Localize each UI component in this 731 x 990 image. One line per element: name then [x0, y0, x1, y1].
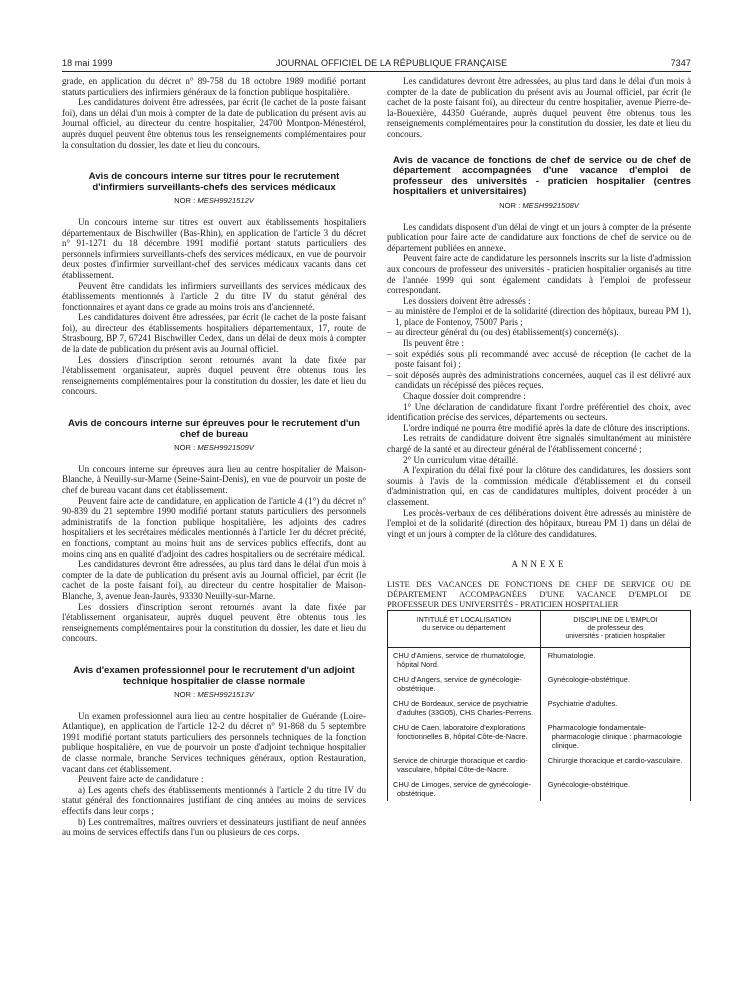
table-header-row — [388, 610, 691, 647]
notice-paragraph: Les candidatures devront être adressées, au plus tard dans le délai d'un mois à compter de la date de publication du présent avis au Journal officiel, par écrit (le cachet de la poste faisant foi), au directeur du centre hospitalier de Maison-Blanche, 3, avenue Jean-Jaurès, 93330 Neuilly-sur-Marne. — [62, 559, 366, 601]
column-header-discipline: DISCIPLINE DE L'EMPLOI de professeur des universités - praticien hospitalier — [540, 610, 690, 647]
notice-paragraph: Les dossiers d'inscription seront retournés avant la date fixée par l'établissement organisateur, auprès duquel peuvent être obtenus tous les renseignements complémentaires pour la constitution du dossier, les date et lieu du concours. — [62, 601, 366, 644]
dash-item: – au ministère de l'emploi et de la solidarité (direction des hôpitaux, bureau PM 1), 1, place de Fontenoy, 75007 Paris ; — [387, 306, 691, 327]
notice-title: Avis de vacance de fonctions de chef de service ou de chef de département accompagnées d'une vacance d'emploi de professeur des universités - praticien hospitalier (centres hospitaliers et universitaires) — [393, 154, 691, 198]
intro-paragraph: Les candidatures doivent être adressées, par écrit (le cachet de la poste faisant foi), dans un délai d'un mois à compter de la date de publication du présent avis au Journal officiel, au directeur du centre hospitalier, 24700 Montpon-Ménestérol, auprès duquel peuvent être obtenus tous les renseignements complémentaires pour la consultation du dossier, les date et lieu du concours. — [62, 97, 366, 150]
intro-paragraph: grade, en application du décret n° 89-758 du 18 octobre 1989 modifié portant statuts particuliers des infirmiers généraux de la fonction publique hospitalière. — [62, 76, 366, 97]
discipline-cell: Gynécologie-obstétrique. — [540, 672, 690, 696]
nor-label: NOR : — [174, 196, 196, 206]
notice-paragraph: Un concours interne sur épreuves aura lieu au centre hospitalier de Maison-Blanche, à Neuilly-sur-Marne (Seine-Saint-Denis), en vue de pourvoir un poste de chef de bureau vacant dans cet établissement. — [62, 463, 366, 495]
right-column — [387, 76, 691, 990]
notice-paragraph: Peuvent être candidats les infirmiers surveillants des services médicaux des établissements mentionnés à l'article 2 du titre IV du statut général des fonctionnaires et ayant dans ce grade au moins trois ans d'ancienneté. — [62, 280, 366, 312]
nor-label: NOR : — [174, 443, 196, 453]
page-number: 7347 — [670, 58, 691, 68]
discipline-cell: Psychiatrie d'adultes. — [540, 696, 690, 720]
annexe-subtitle: LISTE DES VACANCES DE FONCTIONS DE CHEF DE SERVICE OU DE DÉPARTEMENT ACCOMPAGNÉES D'UNE VACANCE D'EMPLOI DE PROFESSEUR DES UNIVERSITÉS - PRATICIEN HOSPITALIER — [387, 579, 691, 609]
nor-code: MESH9921513V — [197, 690, 254, 700]
notice-paragraph: b) Les contremaîtres, maîtres ouvriers et dessinateurs justifiant de neuf années au moins de services effectifs dans l'un ou plusieurs de ces corps. — [62, 816, 366, 838]
nor-reference — [62, 690, 366, 701]
header-rule — [62, 71, 691, 72]
notice-paragraph: Les retraits de candidature doivent être signalés simultanément au ministère chargé de la santé et au directeur général de l'établissement concerné ; — [387, 433, 691, 454]
notice-paragraph: a) Les agents chefs des établissements mentionnés à l'article 2 du titre IV du statut général des fonctionnaires justifiant de cinq années au moins de services effectifs dans leur corps ; — [62, 784, 366, 817]
table-row — [388, 647, 691, 672]
notice-paragraph: Un examen professionnel aura lieu au centre hospitalier de Guérande (Loire-Atlantique), en application de l'article 12-2 du décret n° 91-868 du 5 septembre 1991 modifié portant statuts particuliers des personnels techniques de la fonction publique hospitalière, en vue de pourvoir un poste d'adjoint technique hospitalier de classe normale, branche Services techniques généraux, option Restauration, vacant dans cet établissement. — [62, 710, 366, 774]
table-row — [388, 777, 691, 801]
vacancies-table — [387, 610, 691, 801]
notice-paragraph: Peuvent faire acte de candidature, en application de l'article 4 (1°) du décret n° 90-839 du 21 septembre 1990 modifié portant statuts particuliers des personnels administratifs de la fonction publique hospitalière, les adjoints des cadres hospitaliers et les secrétaires médicales mentionnés à l'article 1er du décret précité, en fonctions, comptant au moins huit ans de services publics effectifs, dont au moins cinq ans en qualité d'adjoint des cadres hospitaliers ou de secrétaire médical. — [62, 495, 366, 559]
notice-paragraph: Les candidats disposent d'un délai de vingt et un jours à compter de la présente publication pour faire acte de candidature aux fonctions de chef de service ou de département publiées en annexe. — [387, 221, 691, 253]
notice-paragraph: Ils peuvent être : — [403, 338, 464, 349]
journal-title: JOURNAL OFFICIEL DE LA RÉPUBLIQUE FRANÇAISE — [276, 58, 508, 68]
discipline-cell: Rhumatologie. — [540, 647, 690, 672]
notice-paragraph: Peuvent faire acte de candidature les personnels inscrits sur la liste d'admission aux concours de professeur des universités - praticien hospitalier organisés au titre de l'année 1999 qui sont également candidats à l'emploi de professeur correspondant. — [387, 253, 691, 296]
running-header — [62, 58, 691, 68]
notice-paragraph: Chaque dossier doit comprendre : — [403, 391, 526, 402]
service-cell: CHU de Caen, laboratoire d'explorations fonctionnelles B, hôpital Côte-de-Nacre. — [388, 720, 541, 753]
discipline-cell: Chirurgie thoracique et cardio-vasculaire. — [540, 753, 690, 777]
nor-reference — [62, 443, 366, 454]
discipline-cell: Pharmacologie fondamentale-pharmacologie clinique : pharmacologie clinique. — [540, 720, 690, 753]
table-row — [388, 720, 691, 753]
left-column — [62, 76, 366, 990]
nor-label: NOR : — [499, 200, 521, 210]
table-row — [388, 696, 691, 720]
discipline-cell: Gynécologie-obstétrique. — [540, 777, 690, 801]
nor-reference — [387, 201, 691, 212]
notice-title: Avis d'examen professionnel pour le recrutement d'un adjoint technique hospitalier de classe normale — [73, 664, 355, 687]
service-cell: CHU d'Angers, service de gynécologie-obstétrique. — [388, 672, 541, 696]
dash-item: – soit déposés auprès des administrations concernées, auquel cas il est délivré aux candidats un récépissé des pièces reçues. — [387, 369, 691, 391]
nor-code: MESH9921509V — [197, 443, 254, 453]
notice-paragraph: Peuvent faire acte de candidature : — [78, 774, 204, 785]
issue-date: 18 mai 1999 — [62, 58, 113, 68]
dash-item: – au directeur général du (ou des) établissement(s) concerné(s). — [387, 327, 619, 338]
table-row — [388, 753, 691, 777]
nor-code: MESH9921508V — [522, 200, 579, 210]
nor-reference — [62, 196, 366, 207]
notice-title: Avis de concours interne sur épreuves pour le recrutement d'un chef de bureau — [68, 418, 360, 440]
column-header-service: INTITULÉ ET LOCALISATION du service ou département — [388, 610, 541, 647]
notice-paragraph: 2° Un curriculum vitae détaillé. — [403, 454, 518, 465]
notice-paragraph: 1° Une déclaration de candidature fixant l'ordre préférentiel des choix, avec identification précise des services, départements ou secteurs. — [387, 401, 691, 423]
nor-code: MESH9921512V — [197, 196, 254, 206]
notice-paragraph: Les candidatures doivent être adressées, par écrit (le cachet de la poste faisant foi), au directeur des établissements hospitaliers départementaux, 17, route de Strasbourg, BP 7, 67241 Bischwiller Cedex, dans un délai de deux mois à compter de la date de publication du présent avis au Journal officiel. — [62, 312, 366, 355]
intro-paragraph: Les candidatures devront être adressées, au plus tard dans le délai d'un mois à compter de la date de publication du présent avis au Journal officiel, par écrit (le cachet de la poste faisant foi), au directeur du centre hospitalier, avenue Pierre-de-la-Bouexière, 44350 Guérande, auprès duquel peuvent être obtenus tous les renseignements complémentaires pour la constitution du dossier, les date et lieu du concours. — [387, 76, 691, 139]
service-cell: Service de chirurgie thoracique et cardio-vasculaire, hôpital Côte-de-Nacre. — [388, 753, 541, 777]
notice-paragraph: A l'expiration du délai fixé pour la clôture des candidatures, les dossiers sont soumis à l'avis de la commission médicale d'établissement et du conseil d'administration qui, en cas de candidatures multiples, doivent procéder à un classement. — [387, 465, 691, 507]
nor-label: NOR : — [174, 690, 196, 700]
notice-paragraph: Les procès-verbaux de ces délibérations doivent être adressés au ministère de l'emploi et de la solidarité (direction des hôpitaux, bureau PM 1) dans un délai de vingt et un jours à compter de la clôture des candidatures. — [387, 507, 691, 539]
service-cell: CHU de Limoges, service de gynécologie-obstétrique. — [388, 777, 541, 801]
notice-paragraph: Un concours interne sur titres est ouvert aux établissements hospitaliers départementaux de Bischwiller (Bas-Rhin), en application de l'article 3 du décret n° 91-1271 du 18 décembre 1991 modifié portant statuts particuliers des personnels infirmiers surveillants-chefs des services médicaux, en vue de pourvoir deux postes d'infirmier surveillant-chef des services médicaux vacants dans cet établissement. — [62, 216, 366, 280]
annexe-title: ANNEXE — [511, 559, 567, 570]
notice-paragraph: L'ordre indiqué ne pourra être modifié après la date de clôture des inscriptions. — [403, 422, 690, 433]
notice-paragraph: Les dossiers doivent être adressés : — [403, 295, 531, 306]
service-cell: CHU d'Amiens, service de rhumatologie, hôpital Nord. — [388, 647, 541, 672]
dash-item: – soit expédiés sous pli recommandé avec accusé de réception (le cachet de la poste faisant foi) ; — [387, 348, 691, 370]
service-cell: CHU de Bordeaux, service de psychiatrie d'adultes (33G05), CHS Charles-Perrens. — [388, 696, 541, 720]
table-row — [388, 672, 691, 696]
notice-title: Avis de concours interne sur titres pour le recrutement d'infirmiers surveillants-chefs des services médicaux — [88, 171, 340, 193]
two-column-body — [62, 76, 691, 990]
notice-paragraph: Les dossiers d'inscription seront retournés avant la date fixée par l'établissement organisateur, auprès duquel peuvent être obtenus tous les renseignements complémentaires pour la constitution du dossier, les date et lieu du concours. — [62, 354, 366, 397]
